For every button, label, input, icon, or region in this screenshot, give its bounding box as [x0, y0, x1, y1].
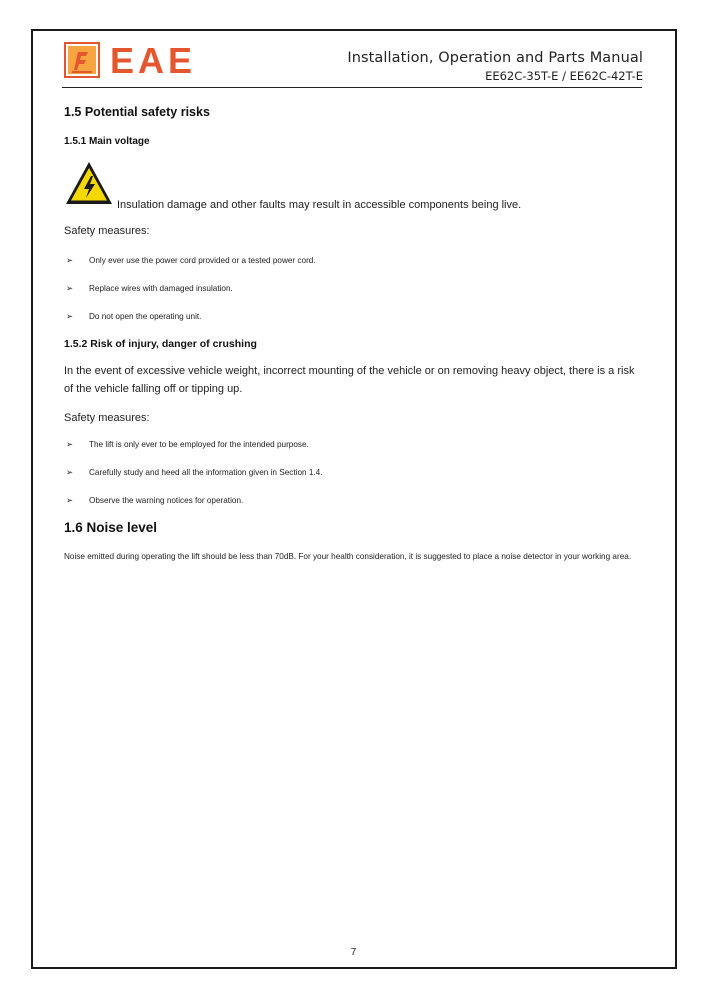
model-numbers: EE62C-35T-E / EE62C-42T-E [485, 69, 643, 83]
crushing-risk-paragraph: In the event of excessive vehicle weight, incorrect mounting of the vehicle or on removing heavy object, there is a risk of the vehicle falling off or tipping up. [64, 365, 635, 395]
brand-mark-icon [64, 42, 100, 78]
section-heading-1-6: 1.6 Noise level [64, 520, 158, 535]
brand-logo [64, 40, 218, 80]
bullet-arrow-icon: ➢ [66, 283, 74, 293]
page-number: 7 [350, 947, 357, 958]
voltage-warning-text: Insulation damage and other faults may result in accessible components being live. [117, 199, 522, 211]
subsection-heading-1-5-2: 1.5.2 Risk of injury, danger of crushing [64, 338, 257, 350]
manual-title: Installation, Operation and Parts Manual [347, 50, 643, 66]
bullet-arrow-icon: ➢ [66, 467, 74, 477]
high-voltage-warning-icon [64, 160, 114, 206]
bullet-arrow-icon: ➢ [66, 255, 74, 265]
svg-text:EAE: EAE [110, 43, 197, 77]
list-item: Replace wires with damaged insulation. [89, 284, 233, 293]
header-divider [62, 87, 642, 88]
list-item: The lift is only ever to be employed for the intended purpose. [89, 440, 309, 449]
list-item: Observe the warning notices for operation. [89, 496, 244, 505]
list-item: Carefully study and heed all the information given in Section 1.4. [89, 468, 323, 477]
subsection-heading-1-5-1: 1.5.1 Main voltage [64, 136, 150, 147]
safety-measures-label-2: Safety measures: [64, 412, 150, 424]
list-item: Do not open the operating unit. [89, 312, 202, 321]
brand-wordmark [108, 43, 218, 77]
noise-level-paragraph: Noise emitted during operating the lift should be less than 70dB. For your health consideration, it is suggested to place a noise detector in your working area. [64, 552, 632, 561]
safety-measures-label-1: Safety measures: [64, 225, 150, 237]
list-item: Only ever use the power cord provided or a tested power cord. [89, 256, 316, 265]
bullet-arrow-icon: ➢ [66, 439, 74, 449]
bullet-arrow-icon: ➢ [66, 495, 74, 505]
section-heading-1-5: 1.5 Potential safety risks [64, 105, 210, 119]
bullet-arrow-icon: ➢ [66, 311, 74, 321]
